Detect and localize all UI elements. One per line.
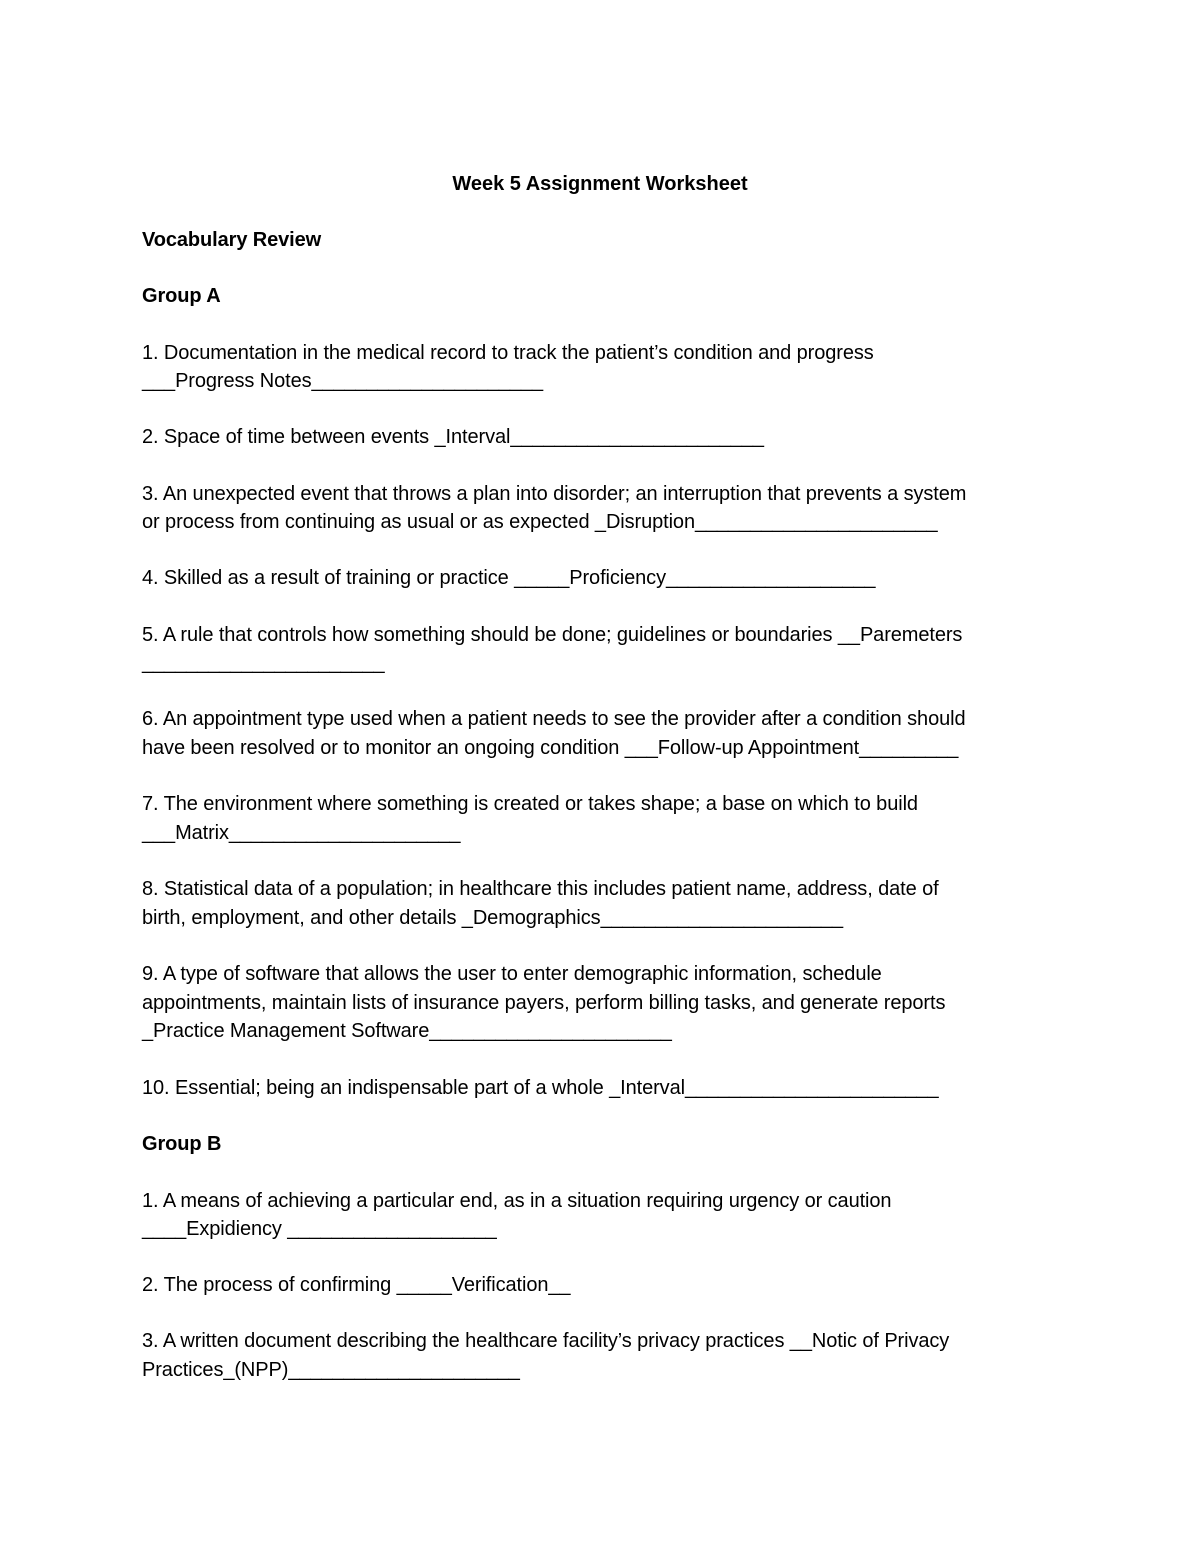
item-answer-line: Practices_(NPP)_____________________ xyxy=(142,1359,520,1381)
item-text-line: 6. An appointment type used when a patient needs to see the provider after a condition should xyxy=(142,708,966,730)
item-answer-line: or process from continuing as usual or as expected _Disruption______________________ xyxy=(142,511,938,533)
item-text-line: 7. The environment where something is created or takes shape; a base on which to build xyxy=(142,793,918,815)
group-b-heading: Group B xyxy=(142,1133,222,1155)
group-a-heading: Group A xyxy=(142,285,221,307)
item-answer-line: _Practice Management Software______________________ xyxy=(142,1020,672,1042)
item-answer-line: ___Matrix_____________________ xyxy=(142,822,461,844)
item-text-line: 3. A written document describing the healthcare facility’s privacy practices __Notic of Privacy xyxy=(142,1330,950,1352)
item-answer-line: ___Progress Notes_____________________ xyxy=(142,370,543,392)
item-text-line: appointments, maintain lists of insurance payers, perform billing tasks, and generate reports xyxy=(142,992,946,1014)
item-answer-line: have been resolved or to monitor an ongoing condition ___Follow-up Appointment_________ xyxy=(142,737,959,759)
item-text-line: 8. Statistical data of a population; in healthcare this includes patient name, address, date of xyxy=(142,878,939,900)
item-text-line: 1. Documentation in the medical record to track the patient’s condition and progress xyxy=(142,342,874,364)
item-answer-line: ______________________ xyxy=(142,652,385,674)
section-heading: Vocabulary Review xyxy=(142,229,322,251)
item-text-line: 4. Skilled as a result of training or practice _____Proficiency___________________ xyxy=(142,567,876,589)
item-text-line: 2. The process of confirming _____Verification__ xyxy=(142,1274,571,1296)
item-answer-line: birth, employment, and other details _Demographics______________________ xyxy=(142,907,844,929)
item-text-line: 5. A rule that controls how something should be done; guidelines or boundaries __Paremeters xyxy=(142,624,963,646)
page-title: Week 5 Assignment Worksheet xyxy=(452,173,748,195)
item-text-line: 3. An unexpected event that throws a plan into disorder; an interruption that prevents a system xyxy=(142,483,967,505)
item-text-line: 1. A means of achieving a particular end, as in a situation requiring urgency or caution xyxy=(142,1190,892,1212)
item-text-line: 9. A type of software that allows the user to enter demographic information, schedule xyxy=(142,963,882,985)
item-text-line: 10. Essential; being an indispensable part of a whole _Interval_______________________ xyxy=(142,1077,939,1099)
item-text-line: 2. Space of time between events _Interval_______________________ xyxy=(142,426,764,448)
item-answer-line: ____Expidiency ___________________ xyxy=(142,1218,497,1240)
